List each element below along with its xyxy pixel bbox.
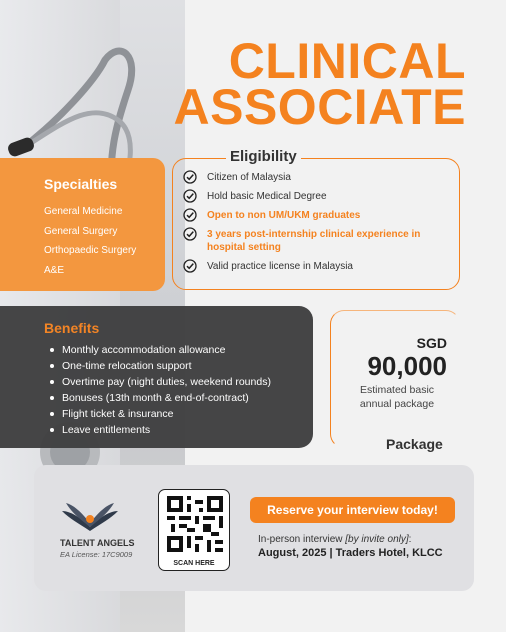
benefit-item: Flight ticket & insurance: [50, 406, 271, 422]
eligibility-item: [183, 190, 451, 203]
benefits-heading: Benefits: [44, 320, 100, 336]
talent-angels-logo-icon: [60, 497, 120, 537]
scan-here-label: SCAN HERE: [173, 560, 215, 567]
benefit-item: Monthly accommodation allowance: [50, 342, 271, 358]
check-circle-icon: [183, 259, 197, 273]
qr-code[interactable]: [158, 489, 230, 571]
eligibility-text: Citizen of Malaysia: [207, 172, 291, 183]
package-label: Package: [386, 436, 443, 452]
check-circle-icon: [183, 189, 197, 203]
specialties-panel: [0, 158, 165, 291]
eligibility-text: 3 years post-internship clinical experience in hospital setting: [207, 229, 421, 253]
interview-note: [258, 534, 411, 545]
eligibility-item-highlight: [183, 209, 451, 222]
specialty-item: General Medicine: [44, 206, 123, 217]
eligibility-text: Hold basic Medical Degree: [207, 191, 327, 202]
interview-invite-note: [by invite only]: [345, 534, 409, 545]
eligibility-text: Valid practice license in Malaysia: [207, 261, 353, 272]
license-text: EA License: 17C9009: [60, 550, 133, 559]
benefits-list: [50, 342, 271, 438]
benefit-item: Bonuses (13th month & end-of-contract): [50, 390, 271, 406]
package-description: Estimated basic annual package: [359, 384, 435, 410]
page-title: [173, 33, 467, 135]
interview-prefix: In-person interview: [258, 534, 346, 545]
qr-code-icon: [167, 496, 223, 552]
title-line-1: CLINICAL: [228, 33, 466, 89]
specialties-list: [44, 202, 136, 280]
package-box: [330, 310, 460, 448]
reserve-interview-button[interactable]: Reserve your interview today!: [250, 497, 455, 523]
eligibility-list: [183, 171, 451, 279]
benefit-item: Overtime pay (night duties, weekend rounds): [50, 374, 271, 390]
benefit-item: One-time relocation support: [50, 358, 271, 374]
package-amount: 90,000: [367, 351, 447, 381]
interview-suffix: :: [408, 534, 412, 545]
check-circle-icon: [183, 208, 197, 222]
package-currency: SGD: [416, 335, 447, 351]
specialties-heading: Specialties: [44, 176, 118, 192]
interview-date-location: August, 2025 | Traders Hotel, KLCC: [258, 547, 443, 559]
eligibility-box: [172, 158, 460, 290]
check-circle-icon: [183, 170, 197, 184]
eligibility-item-highlight: [183, 228, 451, 254]
check-circle-icon: [183, 227, 197, 241]
title-line-2: ASSOCIATE: [173, 79, 466, 135]
eligibility-item: [183, 171, 451, 184]
specialty-item: A&E: [44, 264, 65, 276]
specialty-item: General Surgery: [44, 225, 118, 237]
eligibility-heading: Eligibility: [226, 148, 301, 165]
benefit-item: Leave entitlements: [50, 422, 271, 438]
benefits-panel: [0, 306, 313, 448]
brand-name: TALENT ANGELS: [60, 538, 135, 548]
specialty-item: Orthopaedic Surgery: [44, 245, 137, 256]
eligibility-item: [183, 260, 451, 273]
eligibility-text: Open to non UM/UKM graduates: [207, 210, 361, 221]
